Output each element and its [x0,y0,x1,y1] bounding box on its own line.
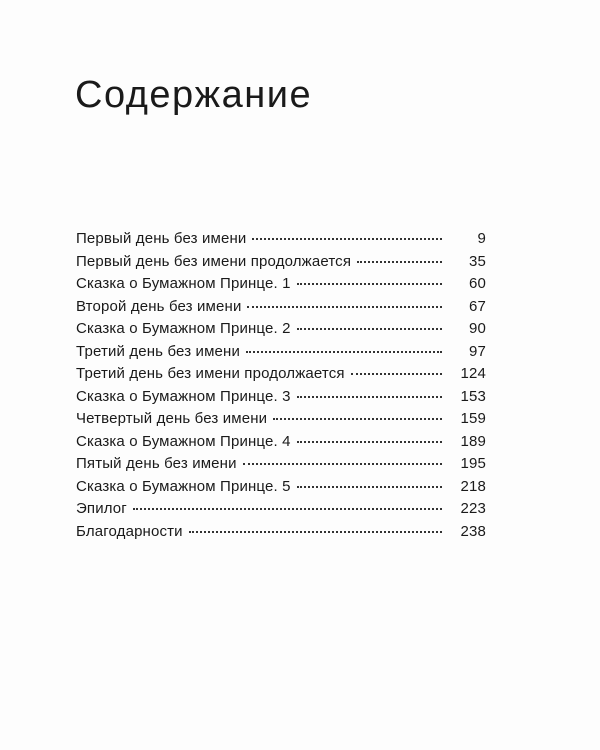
leader-dots [247,305,442,308]
toc-entry [76,431,486,454]
toc-entry-title: Третий день без имени [76,342,240,360]
leader-dots [297,327,442,330]
leader-dots [246,350,442,353]
toc-entry-title: Благодарности [76,522,183,540]
leader-dots [273,417,442,420]
toc-entry-page: 124 [460,365,486,382]
table-of-contents [76,228,486,543]
toc-entry [76,498,486,521]
toc-entry-title: Сказка о Бумажном Принце. 2 [76,320,291,337]
toc-entry-page: 97 [469,342,486,360]
leader-dots [297,485,442,488]
toc-entry [76,453,486,476]
leader-dots [357,260,442,263]
leader-dots [297,282,442,285]
leader-dots [189,530,442,533]
toc-entry-page: 195 [460,455,486,472]
toc-entry [76,251,486,274]
toc-entry-page: 159 [460,410,486,427]
toc-entry-title: Второй день без имени [76,297,242,315]
page-title: Содержание [75,74,313,116]
leader-dots [243,462,442,465]
toc-entry-title: Сказка о Бумажном Принце. 3 [76,387,291,405]
toc-entry-title: Четвертый день без имени [76,410,268,427]
toc-entry [76,341,486,364]
toc-entry [76,521,486,544]
toc-entry [76,318,486,341]
toc-entry-page: 218 [460,477,486,495]
toc-entry-page: 153 [460,387,486,405]
leader-dots [297,440,442,443]
leader-dots [351,372,442,375]
toc-entry-page: 60 [469,275,486,292]
toc-entry-page: 223 [460,500,486,517]
leader-dots [252,237,442,240]
toc-entry-title: Сказка о Бумажном Принце. 4 [76,432,291,450]
toc-entry-title: Первый день без имени [76,230,247,247]
toc-entry [76,386,486,409]
toc-entry-title: Эпилог [76,500,127,517]
toc-entry [76,296,486,319]
toc-entry-page: 238 [460,522,486,540]
toc-entry-page: 90 [469,320,486,337]
toc-entry-page: 35 [469,252,486,270]
toc-entry [76,228,486,251]
toc-entry [76,273,486,296]
toc-entry-title: Сказка о Бумажном Принце. 1 [76,275,291,292]
leader-dots [133,507,442,510]
toc-entry-title: Сказка о Бумажном Принце. 5 [76,477,291,495]
leader-dots [297,395,442,398]
toc-entry-title: Первый день без имени продолжается [76,252,352,270]
toc-entry [76,408,486,431]
toc-entry-page: 9 [477,230,486,247]
toc-entry [76,363,486,386]
toc-entry-title: Третий день без имени продолжается [76,365,345,382]
toc-entry-page: 189 [460,432,486,450]
toc-entry-title: Пятый день без имени [76,455,237,472]
toc-entry [76,476,486,499]
toc-entry-page: 67 [469,297,486,315]
